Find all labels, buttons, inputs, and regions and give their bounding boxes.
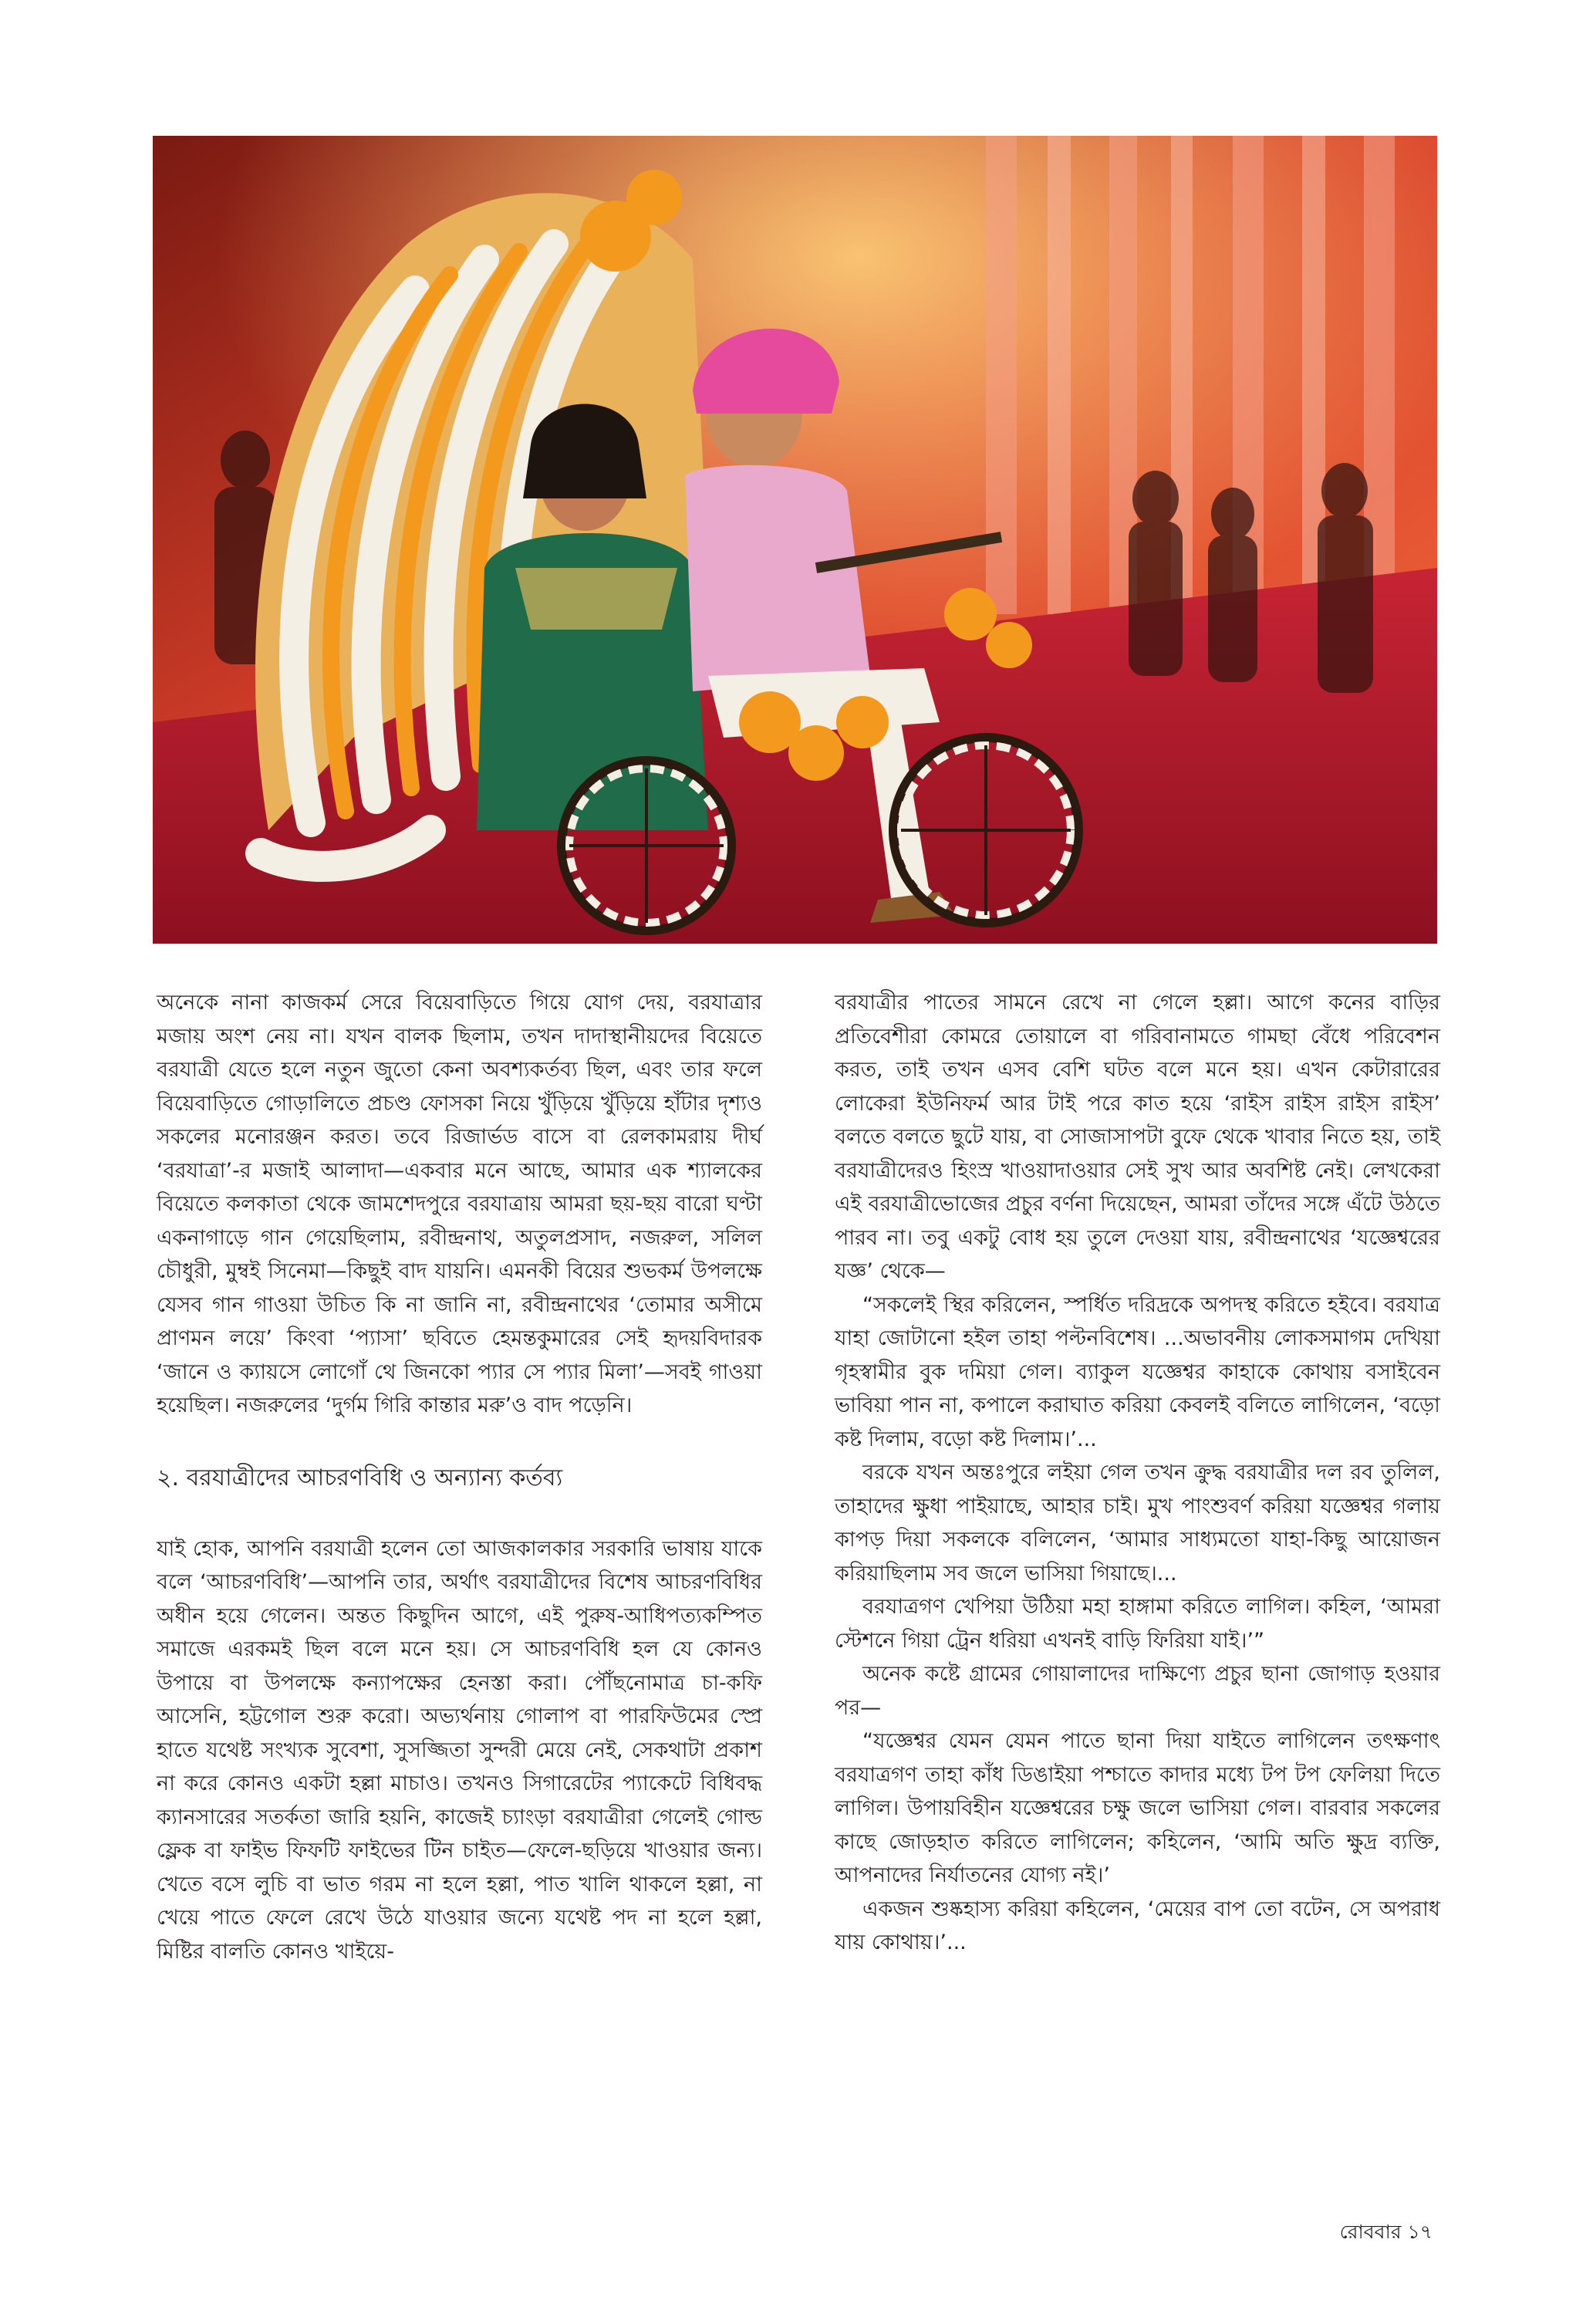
body-paragraph: অনেকে নানা কাজকর্ম সেরে বিয়েবাড়িতে গিয়ে যোগ দেয়, বরযাত্রার মজায় অংশ নেয় না। যখন বালক ছিলাম, তখন দাদাস্থানীয়দের বিয়েতে বরযাত্রী যেতে হলে নতুন জুতো কেনা অবশ্যকর্তব্য ছিল, এবং তার ফলে বিয়েবাড়িতে গোড়ালিতে প্রচণ্ড ফোসকা নিয়ে খুঁড়িয়ে খুঁড়িয়ে হাঁটার দৃশ্যও সকলের মনোরঞ্জন করত। তবে রিজার্ভড বাসে বা রেলকামরায় দীর্ঘ ‘বরযাত্রা’-র মজাই আলাদা—একবার মনে আছে, আমার এক শ্যালকের বিয়েতে কলকাতা থেকে জামশেদপুরে বরযাত্রায় আমরা ছয়-ছয় বারো ঘণ্টা একনাগাড়ে গান গেয়েছিলাম, রবীন্দ্রনাথ, অতুলপ্রসাদ, নজরুল, সলিল চৌধুরী, মুম্বই সিনেমা—কিছুই বাদ যায়নি। এমনকী বিয়ের শুভকর্ম উপলক্ষে যেসব গান গাওয়া উচিত কি না জানি না, রবীন্দ্রনাথের ‘তোমার অসীমে প্রাণমন লয়ে’ কিংবা ‘প্যাসা’ ছবিতে হেমন্তকুমারের সেই হৃদয়বিদারক ‘জানে ও ক্যায়সে লোগোঁ থে জিনকো প্যার সে প্যার মিলা’—সবই গাওয়া হয়েছিল। নজরুলের ‘দুর্গম গিরি কান্তার মরু’ও বাদ পড়েনি।: [157, 991, 762, 1417]
wedding-rickshaw-photo: [153, 136, 1437, 944]
body-paragraph: বরযাত্রীর পাতের সামনে রেখে না গেলে হল্লা। আগে কনের বাড়ির প্রতিবেশীরা কোমরে তোয়ালে বা গরিবানামতে গামছা বেঁধে পরিবেশন করত, তাই তখন এসব বেশি ঘটত বলে মনে হয়। এখন কেটারারের লোকেরা ইউনিফর্ম আর টাই পরে কাত হয়ে ‘রাইস রাইস রাইস রাইস’ বলতে বলতে ছুটে যায়, বা সোজাসাপটা বুফে থেকে খাবার নিতে হয়, তাই বরযাত্রীদেরও হিংস্র খাওয়াদাওয়ার সেই সুখ আর অবশিষ্ট নেই। লেখকেরা এই বরযাত্রীভোজের প্রচুর বর্ণনা দিয়েছেন, আমরা তাঁদের সঙ্গে এঁটে উঠতে পারব না। তবু একটু বোধ হয় তুলে দেওয়া যায়, রবীন্দ্রনাথের ‘যজ্ঞেশ্বরের যজ্ঞ’ থেকে—: [835, 991, 1440, 1283]
quote-paragraph: “সকলেই স্থির করিলেন, স্পর্ধিত দরিদ্রকে অপদস্থ করিতে হইবে। বরযাত্র যাহা জোটানো হইল তাহা পল্টনবিশেষ। ...অভাবনীয় লোকসমাগম দেখিয়া গৃহস্বামীর বুক দমিয়া গেল। ব্যাকুল যজ্ঞেশ্বর কাহাকে কোথায় বসাইবেন ভাবিয়া পান না, কপালে করাঘাত করিয়া কেবলই বলিতে লাগিলেন, ‘বড়ো কষ্ট দিলাম, বড়ো কষ্ট দিলাম।’...: [835, 1292, 1440, 1451]
quote-paragraph: “যজ্ঞেশ্বর যেমন যেমন পাতে ছানা দিয়া যাইতে লাগিলেন তৎক্ষণাৎ বরযাত্রগণ তাহা কাঁধ ডিঙাইয়া পশ্চাতে কাদার মধ্যে টপ টপ ফেলিয়া দিতে লাগিল। উপায়বিহীন যজ্ঞেশ্বরের চক্ষু জলে ভাসিয়া গেল। বারবার সকলের কাছে জোড়হাত করিতে লাগিলেন; কহিলেন, ‘আমি অতি ক্ষুদ্র ব্যক্তি, আপনাদের নির্যাতনের যোগ্য নই।’: [835, 1729, 1440, 1887]
quote-paragraph: একজন শুষ্কহাস্য করিয়া কহিলেন, ‘মেয়ের বাপ তো বটেন, সে অপরাধ যায় কোথায়।’...: [835, 1897, 1440, 1954]
section-heading: ২. বরযাত্রীদের আচরণবিধি ও অন্যান্য কর্তব্য: [157, 1464, 563, 1491]
body-paragraph: যাই হোক, আপনি বরযাত্রী হলেন তো আজকালকার সরকারি ভাষায় যাকে বলে ‘আচরণবিধি’—আপনি তার, অর্থাৎ বরযাত্রীদের বিশেষ আচরণবিধির অধীন হয়ে গেলেন। অন্তত কিছুদিন আগে, এই পুরুষ-আধিপত্যকম্পিত সমাজে এরকমই ছিল বলে মনে হয়। সে আচরণবিধি হল যে কোনও উপায়ে বা উপলক্ষে কন্যাপক্ষের হেনস্তা করা। পৌঁছনোমাত্র চা-কফি আসেনি, হট্টগোল শুরু করো। অভ্যর্থনায় গোলাপ বা পারফিউমের স্প্রে হাতে যথেষ্ট সংখ্যক সুবেশা, সুসজ্জিতা সুন্দরী মেয়ে নেই, সেকথাটা প্রকাশ না করে কোনও একটা হল্লা মাচাও। তখনও সিগারেটের প্যাকেটে বিধিবদ্ধ ক্যানসারের সতর্কতা জারি হয়নি, কাজেই চ্যাংড়া বরযাত্রীরা গেলেই গোল্ড ফ্লেক বা ফাইভ ফিফটি ফাইভের টিন চাইত—ফেলে-ছড়িয়ে খাওয়ার জন্য। খেতে বসে লুচি বা ভাত গরম না হলে হল্লা, পাত খালি থাকলে হল্লা, না খেয়ে পাতে ফেলে রেখে উঠে যাওয়ার জন্যে যথেষ্ট পদ না হলে হল্লা, মিষ্টির বালতি কোনও খাইয়ে-: [157, 1536, 762, 1964]
right-column: [835, 986, 1440, 1960]
left-column: [157, 986, 762, 1968]
photo-illustration: [153, 136, 1437, 944]
body-paragraph: অনেক কষ্টে গ্রামের গোয়ালাদের দাক্ষিণ্যে প্রচুর ছানা জোগাড় হওয়ার পর—: [835, 1662, 1440, 1720]
page-folio: রোববার ১৭: [1339, 2221, 1433, 2243]
quote-paragraph: বরযাত্রগণ খেপিয়া উঠিয়া মহা হাঙ্গামা করিতে লাগিল। কহিল, ‘আমরা স্টেশনে গিয়া ট্রেন ধরিয়া এখনই বাড়ি ফিরিয়া যাই।’”: [835, 1595, 1440, 1653]
quote-paragraph: বরকে যখন অন্তঃপুরে লইয়া গেল তখন ক্রুদ্ধ বরযাত্রীর দল রব তুলিল, তাহাদের ক্ষুধা পাইয়াছে, আহার চাই। মুখ পাংশুবর্ণ করিয়া যজ্ঞেশ্বর গলায় কাপড় দিয়া সকলকে বলিলেন, ‘আমার সাধ্যমতো যাহা-কিছু আয়োজন করিয়াছিলাম সব জলে ভাসিয়া গিয়াছে।...: [835, 1461, 1440, 1586]
